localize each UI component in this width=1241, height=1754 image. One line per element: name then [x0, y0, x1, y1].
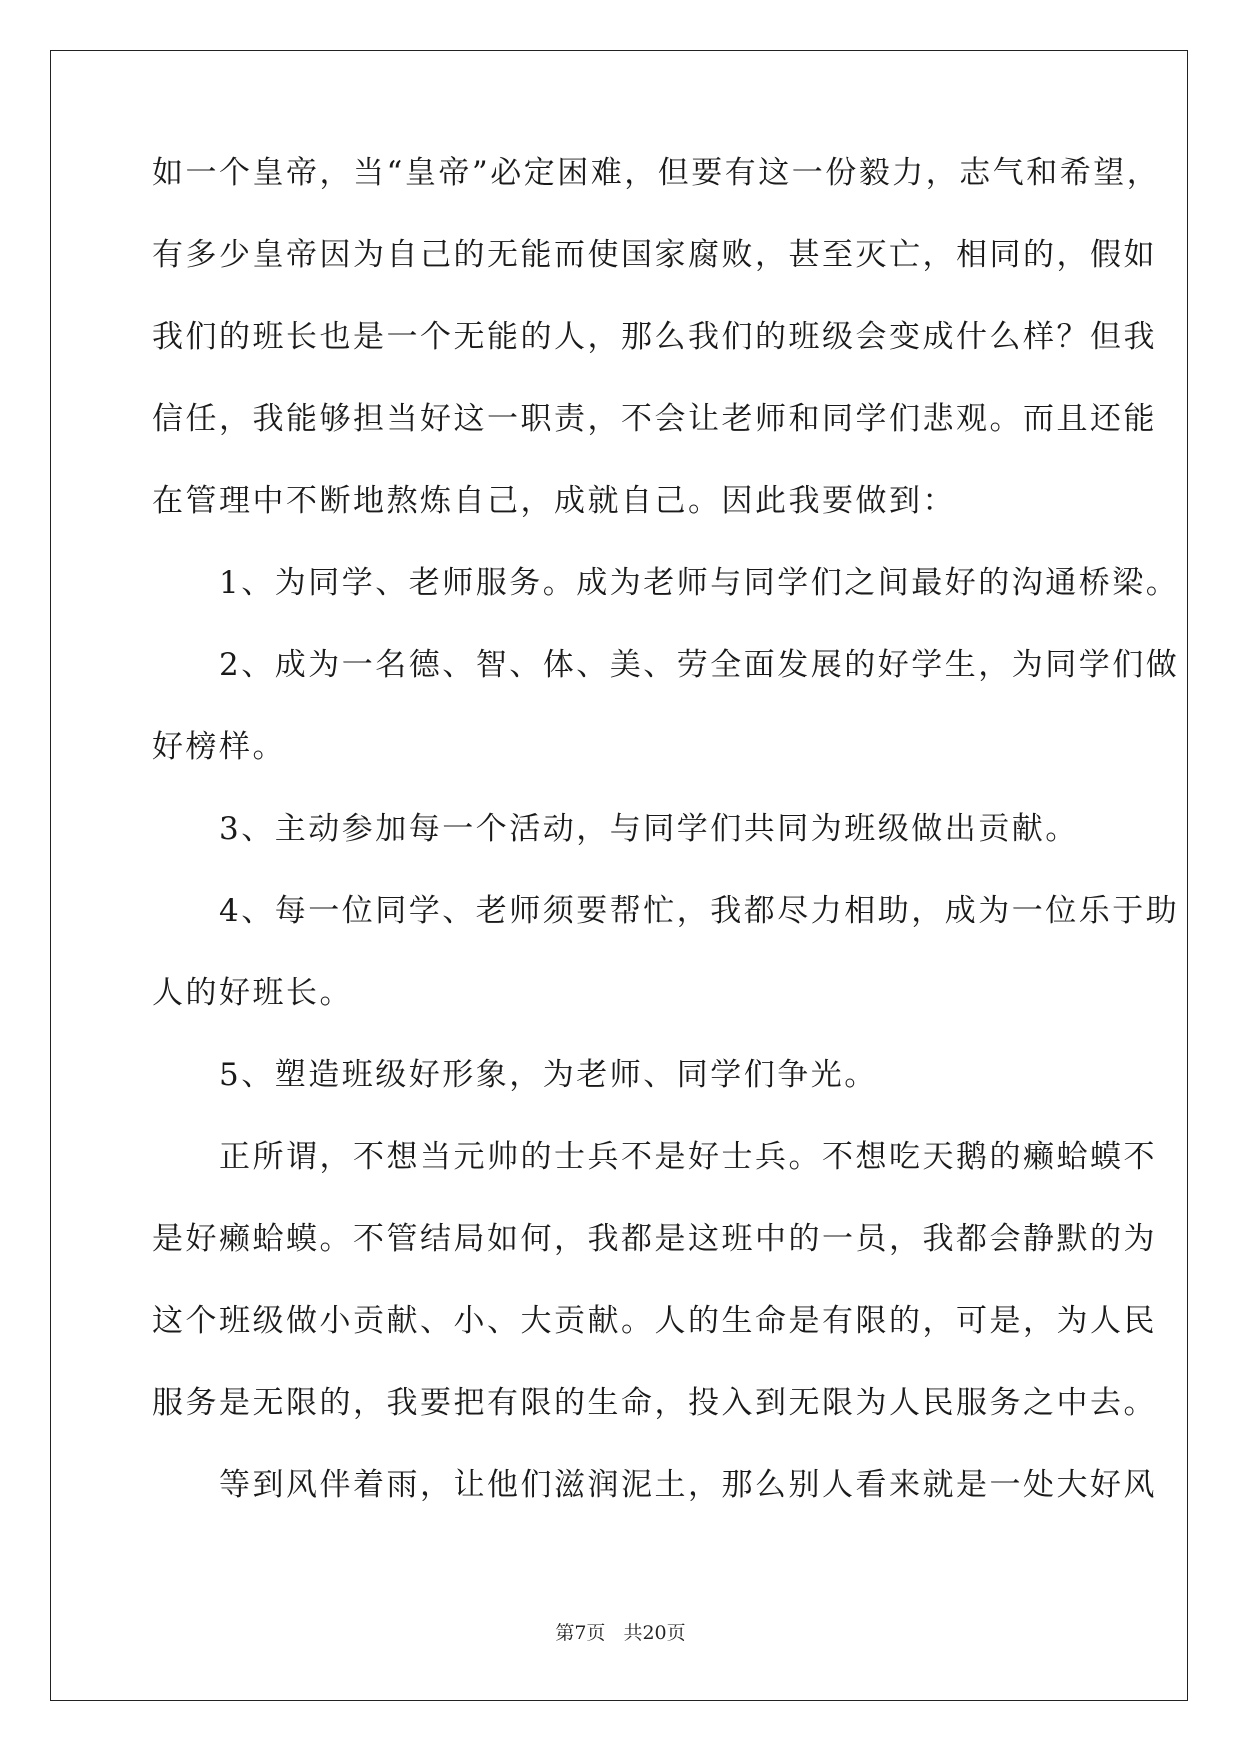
- list-item: 1、为同学、老师服务。成为老师与同学们之间最好的沟通桥梁。: [152, 565, 1180, 601]
- text-line: 这个班级做小贡献、小、大贡献。人的生命是有限的，可是，为人民: [152, 1303, 1157, 1339]
- text-line: 人的好班长。: [152, 975, 353, 1011]
- paragraph-start: 正所谓，不想当元帅的士兵不是好士兵。不想吃天鹅的癞蛤蟆不: [152, 1139, 1157, 1175]
- list-item: 2、成为一名德、智、体、美、劳全面发展的好学生，为同学们做: [152, 647, 1180, 683]
- text-line: 好榜样。: [152, 729, 286, 765]
- text-line: 有多少皇帝因为自己的无能而使国家腐败，甚至灭亡，相同的，假如: [152, 237, 1157, 273]
- page-footer: [0, 1618, 1241, 1645]
- list-item: 5、塑造班级好形象，为老师、同学们争光。: [152, 1057, 878, 1093]
- list-item: 3、主动参加每一个活动，与同学们共同为班级做出贡献。: [152, 811, 1079, 847]
- list-item: 4、每一位同学、老师须要帮忙，我都尽力相助，成为一位乐于助: [152, 893, 1180, 929]
- page-number: 第7页: [555, 1622, 606, 1644]
- page-total: 共20页: [623, 1622, 686, 1644]
- text-line: 在管理中不断地熬炼自己，成就自己。因此我要做到：: [152, 483, 956, 519]
- text-line: 服务是无限的，我要把有限的生命，投入到无限为人民服务之中去。: [152, 1385, 1157, 1421]
- paragraph-start: 等到风伴着雨，让他们滋润泥土，那么别人看来就是一处大好风: [152, 1467, 1157, 1503]
- document-body: [152, 132, 1180, 1526]
- text-line: 信任，我能够担当好这一职责，不会让老师和同学们悲观。而且还能: [152, 401, 1157, 437]
- text-line: 如一个皇帝，当“皇帝”必定困难，但要有这一份毅力，志气和希望，: [152, 155, 1161, 191]
- text-line: 我们的班长也是一个无能的人，那么我们的班级会变成什么样？但我: [152, 319, 1157, 355]
- text-line: 是好癞蛤蟆。不管结局如何，我都是这班中的一员，我都会静默的为: [152, 1221, 1157, 1257]
